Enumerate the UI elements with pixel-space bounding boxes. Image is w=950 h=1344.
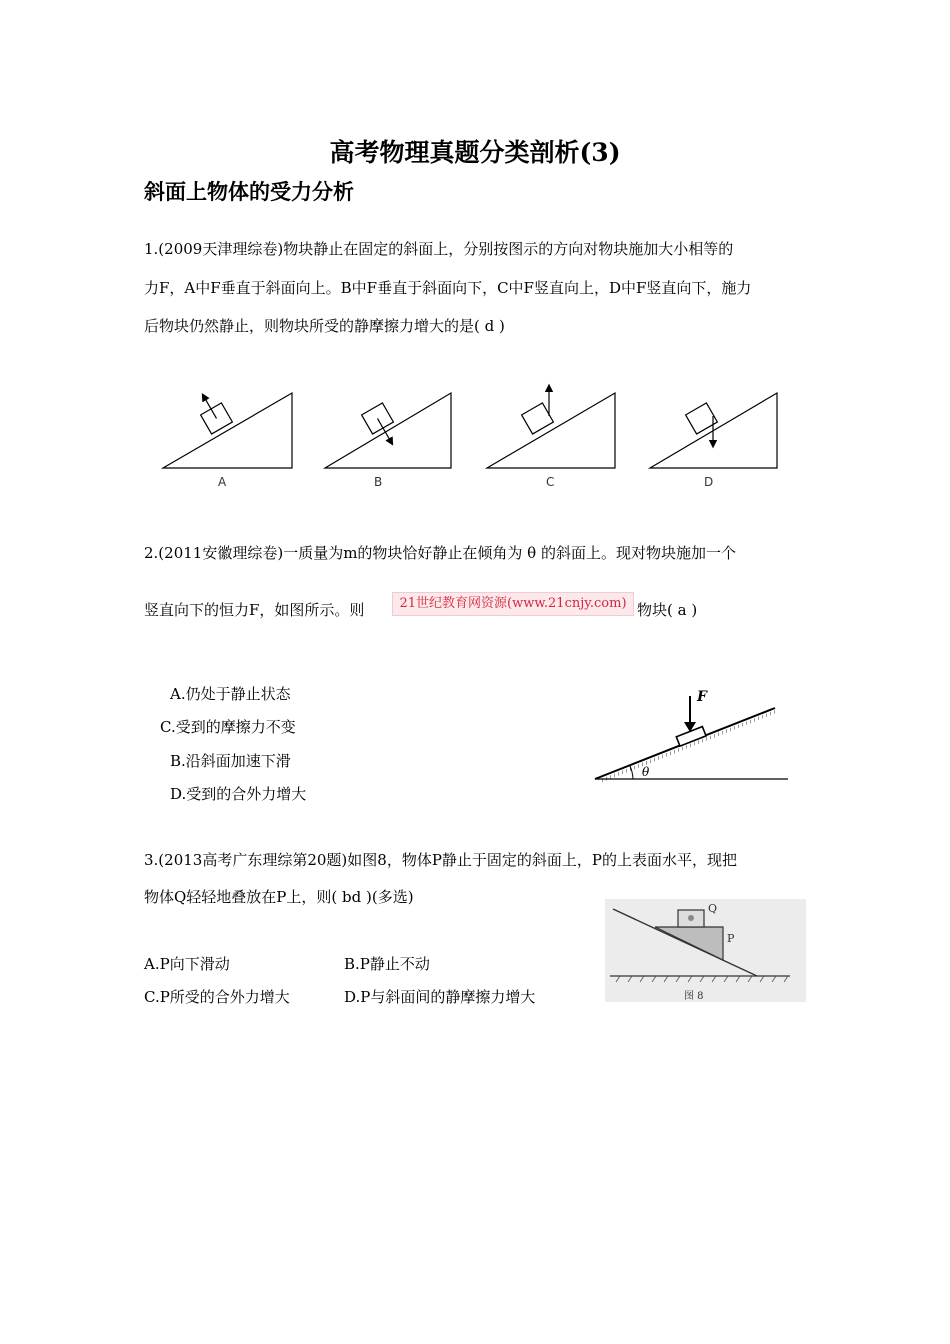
q2-fig-angle-label: θ: [642, 765, 650, 779]
q3-line-1: 3.(2013高考广东理综第20题)如图8，物体P静止于固定的斜面上，P的上表面水平，现把: [144, 851, 738, 869]
figure-label-b: B: [374, 475, 383, 489]
q2-line-1: 2.(2011安徽理综卷)一质量为m的物块恰好静止在倾角为 θ 的斜面上。现对物块施加一个: [144, 544, 736, 562]
watermark-banner: 21世纪教育网资源(www.21cnjy.com): [392, 592, 634, 616]
figure-d-incline: [650, 393, 777, 468]
figure-a-incline: [163, 389, 292, 468]
q2-option-a: A.仍处于静止状态: [170, 685, 291, 703]
figure-c-incline: [487, 386, 615, 468]
q3-option-d: D.P与斜面间的静摩擦力增大: [344, 988, 536, 1006]
page-title: 高考物理真题分类剖析(3): [329, 138, 621, 167]
figure-label-d: D: [704, 475, 714, 489]
q1-line-2: 力F，A中F垂直于斜面向上。B中F垂直于斜面向下，C中F竖直向上，D中F竖直向下，施力: [144, 279, 752, 297]
q2-option-b: B.沿斜面加速下滑: [170, 752, 291, 770]
q2-figure: [590, 688, 790, 788]
q2-option-c: C.受到的摩擦力不变: [160, 718, 296, 736]
q3-fig-label-q: Q: [708, 902, 718, 915]
figure-label-a: A: [218, 475, 227, 489]
q1-figures: [150, 380, 790, 495]
q3-line-2: 物体Q轻轻地叠放在P上，则( bd )(多选): [144, 888, 414, 906]
q3-fig-label-p: P: [727, 932, 735, 945]
section-title: 斜面上物体的受力分析: [144, 179, 354, 204]
q1-line-1: 1.(2009天津理综卷)物块静止在固定的斜面上，分别按图示的方向对物块施加大小相等的: [144, 240, 734, 258]
q2-fig-force-label: F: [697, 689, 707, 705]
q3-fig-caption: 图 8: [684, 991, 704, 1002]
figure-label-c: C: [546, 475, 555, 489]
q3-figure: [605, 899, 806, 1002]
q3-option-b: B.P静止不动: [344, 955, 430, 973]
q2-option-d: D.受到的合外力增大: [170, 785, 307, 803]
q1-line-3: 后物块仍然静止，则物块所受的静摩擦力增大的是( d ): [144, 317, 505, 335]
figure-b-incline: [325, 393, 451, 468]
q2-line-2-start: 竖直向下的恒力F，如图所示。则: [144, 601, 365, 619]
q3-option-a: A.P向下滑动: [144, 955, 230, 973]
q3-option-c: C.P所受的合外力增大: [144, 988, 290, 1006]
q2-line-2-end: 物块( a ): [637, 601, 698, 619]
